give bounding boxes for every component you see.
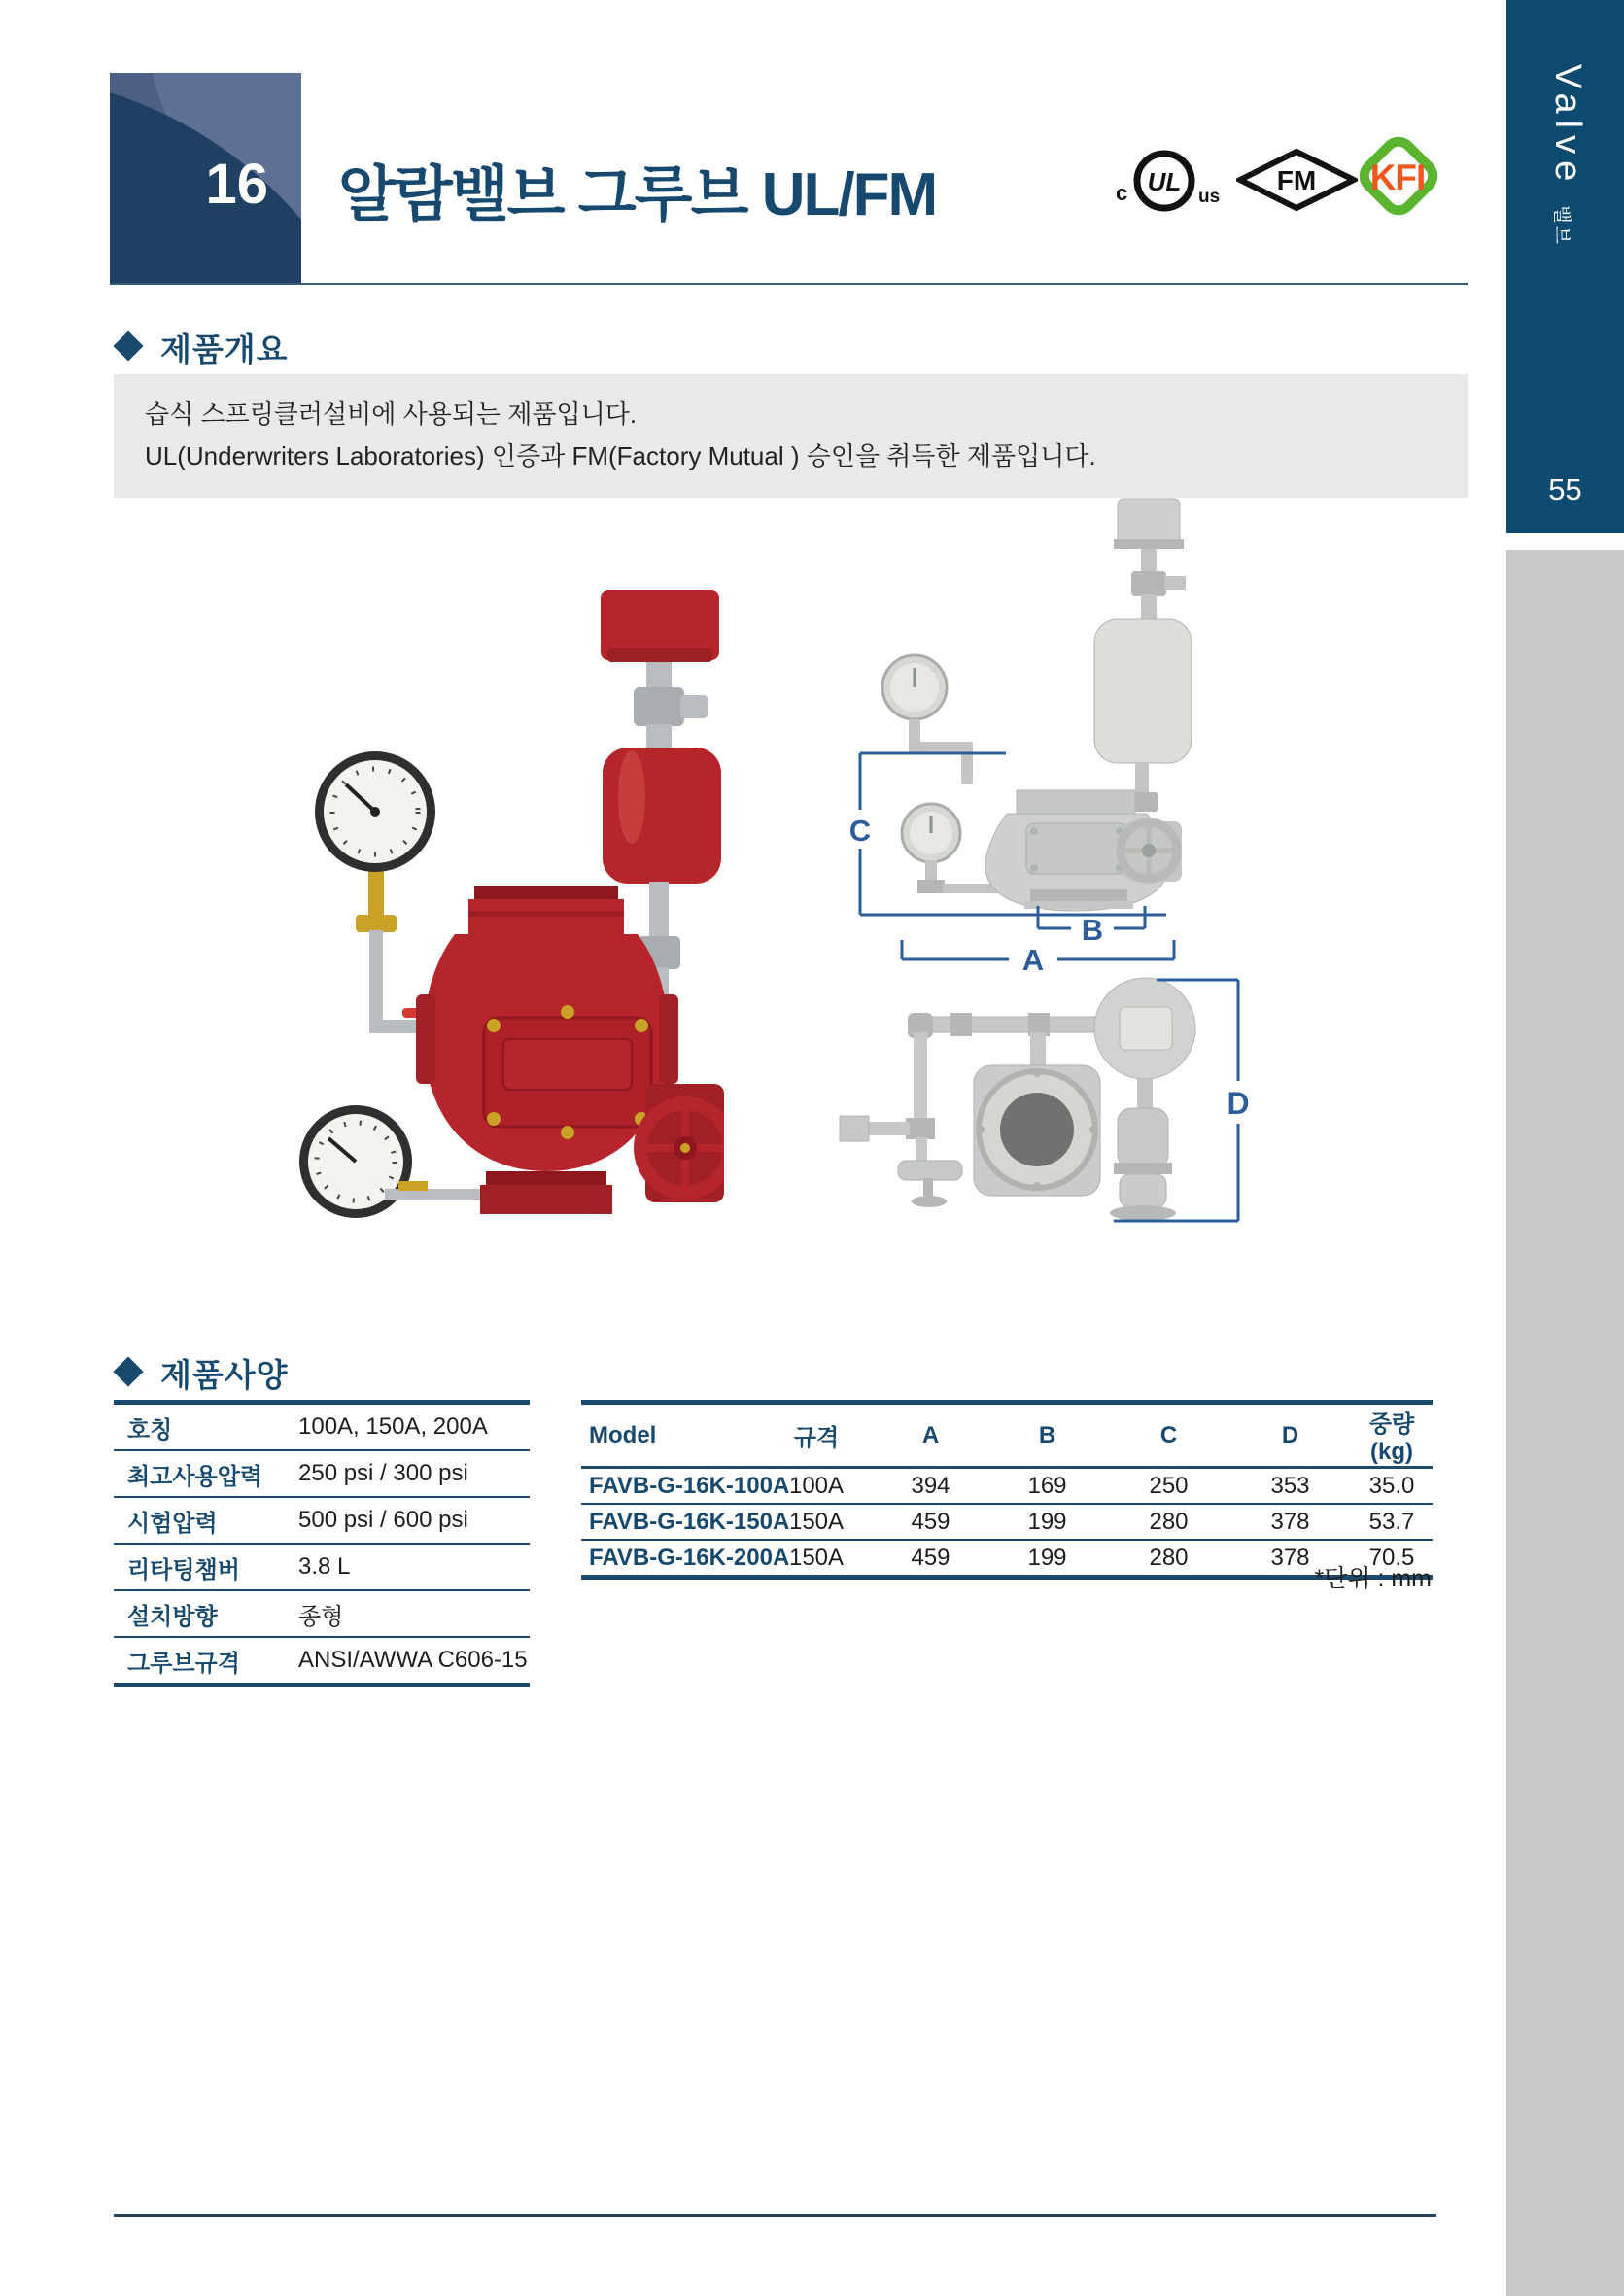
- gauge1-valve: [356, 915, 397, 932]
- nipple: [1141, 549, 1157, 573]
- c-cell: 280: [1108, 1504, 1229, 1540]
- table-row: [114, 1638, 530, 1683]
- tee-branch: [680, 695, 708, 718]
- bottom-groove: [1030, 889, 1127, 903]
- col-header-size: 규격: [758, 1403, 875, 1468]
- gauge1-stem: [368, 870, 384, 921]
- wheel-hub: [1142, 844, 1156, 857]
- switch-base: [607, 648, 712, 662]
- right-boss: [659, 994, 678, 1084]
- dimension-d-label: D: [1227, 1086, 1250, 1121]
- size-cell: 100A: [758, 1468, 875, 1505]
- tee-fitting: [634, 687, 684, 726]
- kfi-mark-text: KFI: [1369, 157, 1426, 197]
- fm-mark-text: FM: [1276, 165, 1317, 195]
- table-row: [114, 1498, 530, 1545]
- d-cell: 378: [1229, 1504, 1351, 1540]
- table-header-row: [581, 1403, 1433, 1468]
- bolt-c: [1030, 864, 1038, 872]
- specs-diamond-bullet: [113, 1356, 143, 1386]
- disc: [898, 1161, 962, 1180]
- col-header-c: C: [1108, 1403, 1229, 1468]
- weight-cell: 70.5: [1351, 1540, 1433, 1578]
- dimension-table: [581, 1400, 1433, 1580]
- table-row: [114, 1451, 530, 1498]
- end-box: [840, 1116, 869, 1141]
- ul-prefix-text: c: [1116, 181, 1128, 205]
- spec-value: 3.8 L: [298, 1553, 351, 1580]
- b-cell: 199: [986, 1504, 1108, 1540]
- d-cell: 378: [1229, 1540, 1351, 1578]
- bottom-collar: [480, 1185, 612, 1214]
- switch-base: [1114, 539, 1184, 549]
- spec-value: ANSI/AWWA C606-15: [298, 1647, 528, 1673]
- foot: [1024, 901, 1133, 909]
- spec-value: 종형: [298, 1603, 344, 1630]
- dimension-c-label: C: [848, 814, 872, 848]
- spec-value: 250 psi / 300 psi: [298, 1460, 468, 1486]
- brass-fitting: [398, 1181, 428, 1191]
- spec-label: 시험압력: [127, 1510, 218, 1537]
- cover-plate: [1026, 823, 1127, 874]
- dome-stem: [1137, 1079, 1153, 1108]
- gauge-bottom-stem: [925, 860, 937, 882]
- dome-plate: [1120, 1007, 1172, 1050]
- coupler1: [950, 1013, 972, 1036]
- drip-cap: [1120, 1174, 1166, 1207]
- b-cell: 199: [986, 1540, 1108, 1578]
- spec-label: 최고사용압력: [127, 1463, 263, 1490]
- red-alarm-valve-photo: [194, 539, 724, 1230]
- elbow-right: [1118, 1108, 1168, 1168]
- size-cell: 150A: [758, 1504, 875, 1540]
- nipple: [646, 662, 672, 689]
- overview-text-panel: [114, 374, 1468, 498]
- tee-branch: [1164, 576, 1186, 590]
- cross-fitting: [906, 1118, 935, 1139]
- c-cell: 280: [1108, 1540, 1229, 1578]
- header-rule: [110, 283, 1468, 285]
- table-row: [581, 1468, 1433, 1505]
- sidebar-gray-strip: [1506, 550, 1624, 2296]
- nipple2: [646, 724, 672, 749]
- bolt6: [561, 1126, 574, 1139]
- table-row: [581, 1504, 1433, 1540]
- table-row: [114, 1405, 530, 1451]
- name-plate: [503, 1039, 632, 1090]
- model-cell: FAVB-G-16K-200A: [581, 1540, 758, 1578]
- model-cell: FAVB-G-16K-100A: [581, 1468, 758, 1505]
- col-header-b: B: [986, 1403, 1108, 1468]
- footer-rule: [114, 2214, 1436, 2217]
- col-header-weight: 중량(kg): [1351, 1403, 1433, 1468]
- col-header-a: A: [875, 1403, 986, 1468]
- c-cell: 250: [1108, 1468, 1229, 1505]
- a-cell: 459: [875, 1504, 986, 1540]
- size-cell: 150A: [758, 1540, 875, 1578]
- b-cell: 169: [986, 1468, 1108, 1505]
- pipe-left-v: [914, 1032, 927, 1126]
- bolt5: [561, 1005, 574, 1019]
- wheel-nut: [680, 1143, 690, 1153]
- port-bore: [1000, 1093, 1074, 1166]
- spec-label: 리타팅챔버: [127, 1556, 240, 1583]
- overview-line-1: 습식 스프링클러설비에 사용되는 제품입니다.: [145, 400, 638, 429]
- spec-value: 100A, 150A, 200A: [298, 1413, 488, 1440]
- unit-note: *단위 : mm: [1314, 1565, 1432, 1592]
- a-cell: 394: [875, 1468, 986, 1505]
- overview-line-2: UL(Underwriters Laboratories) 인증과 FM(Factory Mutual ) 승인을 취득한 제품입니다.: [145, 441, 1096, 470]
- page-title: 알람밸브 그루브 UL/FM: [338, 161, 937, 228]
- d-cell: 353: [1229, 1468, 1351, 1505]
- gauge-top-stem: [909, 719, 920, 745]
- retard-chamber: [1094, 619, 1192, 763]
- specs-heading: 제품사양: [160, 1357, 289, 1393]
- spec-value: 500 psi / 600 psi: [298, 1507, 468, 1533]
- chamber-pipe: [649, 882, 669, 938]
- spec-label: 호칭: [127, 1416, 173, 1444]
- table-row: [114, 1591, 530, 1638]
- gauge1-hub: [370, 807, 380, 817]
- ul-suffix-text: us: [1198, 187, 1221, 207]
- ring-bolt3: [977, 1126, 985, 1133]
- bolt2: [635, 1019, 648, 1032]
- overview-heading: 제품개요: [160, 331, 289, 367]
- groove-line: [468, 911, 624, 917]
- pipe-into-body: [1030, 1032, 1046, 1069]
- tee: [1131, 571, 1166, 596]
- bolt1: [487, 1019, 501, 1032]
- sidebar-section-label: [1546, 64, 1588, 247]
- dimension-b-label: B: [1081, 913, 1104, 947]
- pipe2: [1135, 763, 1149, 796]
- table-row: [114, 1545, 530, 1591]
- chapter-number-box: [110, 73, 301, 285]
- bolt-a: [1030, 827, 1038, 835]
- left-boss: [416, 994, 435, 1084]
- spec-label: 그루브규격: [127, 1650, 240, 1677]
- disc-foot: [912, 1196, 947, 1207]
- bolt3: [487, 1112, 501, 1126]
- dimension-a-label: A: [1021, 943, 1045, 972]
- ring-bolt4: [1089, 1126, 1097, 1133]
- stem: [916, 1137, 927, 1163]
- ul-mark-text: UL: [1147, 167, 1182, 196]
- page-number: 55: [1548, 472, 1582, 506]
- sidebar-label-en: Valve: [1547, 64, 1588, 189]
- ring-bolt1: [1033, 1069, 1041, 1077]
- main-pipe: [912, 1017, 1106, 1032]
- gauge1-pipe: [369, 930, 383, 1027]
- weight-cell: 53.7: [1351, 1504, 1433, 1540]
- col-header-d: D: [1229, 1403, 1351, 1468]
- collar: [1017, 790, 1135, 814]
- ring-bolt2: [1033, 1182, 1041, 1190]
- pipe: [1141, 594, 1157, 621]
- col-header-model: Model: [581, 1403, 758, 1468]
- disc-stem: [923, 1178, 933, 1196]
- switch-box: [1118, 499, 1180, 543]
- drip-wheel: [1110, 1205, 1176, 1221]
- kfi-certification-logo: [1349, 136, 1446, 226]
- dimension-diagram-top: [826, 972, 1293, 1254]
- fm-certification-logo: [1236, 146, 1358, 214]
- flange: [1114, 1163, 1172, 1174]
- spec-summary-table: [114, 1400, 530, 1687]
- dimension-diagram-front: [826, 481, 1283, 972]
- gauge-pipe-v: [961, 742, 973, 784]
- sidebar-label-ko: 밸브: [1551, 205, 1572, 247]
- a-cell: 459: [875, 1540, 986, 1578]
- chapter-number: 16: [205, 153, 268, 216]
- spec-label: 설치방향: [127, 1603, 218, 1630]
- weight-cell: 35.0: [1351, 1468, 1433, 1505]
- small-valve: [917, 880, 945, 893]
- bottom-groove: [486, 1171, 606, 1187]
- overview-diamond-bullet: [113, 330, 143, 361]
- groove-rim: [474, 886, 618, 901]
- chamber-highlight: [618, 750, 645, 844]
- ul-certification-logo: [1106, 144, 1232, 222]
- model-cell: FAVB-G-16K-150A: [581, 1504, 758, 1540]
